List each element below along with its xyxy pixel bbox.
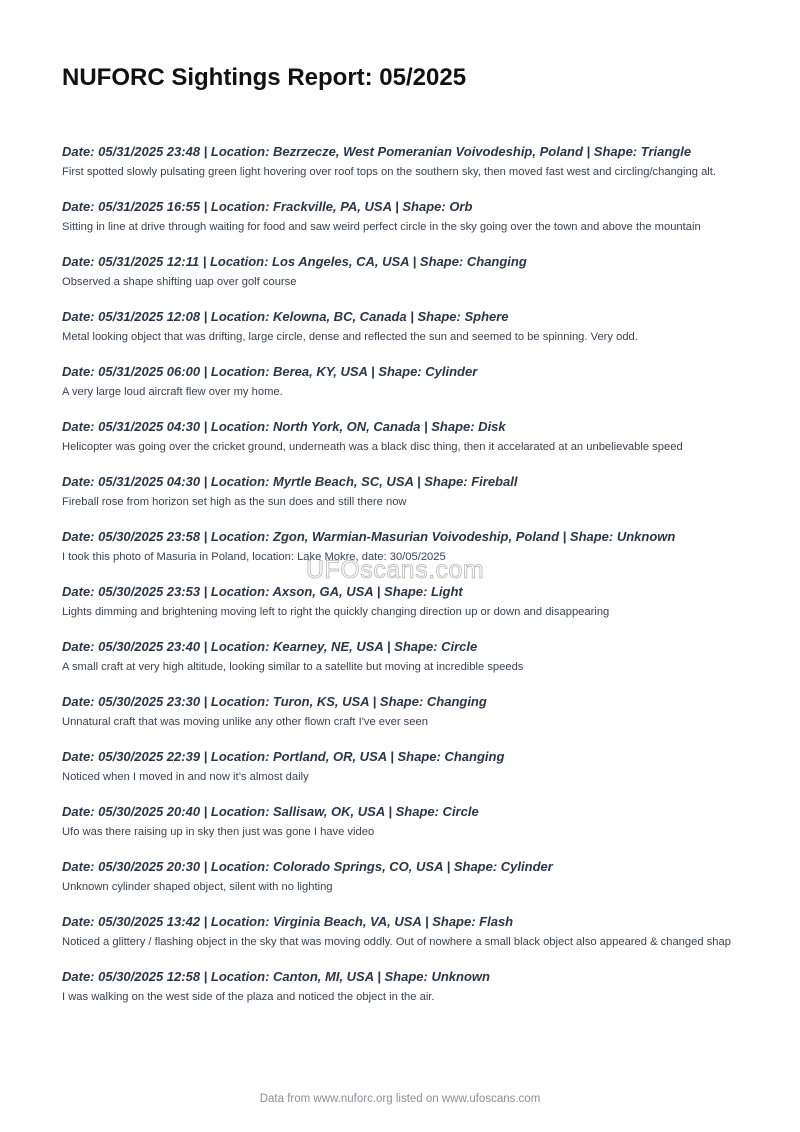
entry-heading: Date: 05/31/2025 06:00 | Location: Berea, KY, USA | Shape: Cylinder	[62, 364, 478, 379]
entry-description: A small craft at very high altitude, looking similar to a satellite but moving at incredible speeds	[62, 661, 524, 673]
entry-description: I took this photo of Masuria in Poland, location: Lake Mokre, date: 30/05/2025	[62, 551, 446, 563]
entry-description: Unknown cylinder shaped object, silent with no lighting	[62, 881, 333, 893]
entry-heading: Date: 05/30/2025 23:53 | Location: Axson, GA, USA | Shape: Light	[62, 584, 463, 599]
list-item	[62, 198, 742, 235]
entry-description: I was walking on the west side of the plaza and noticed the object in the air.	[62, 991, 435, 1003]
entry-heading: Date: 05/30/2025 13:42 | Location: Virginia Beach, VA, USA | Shape: Flash	[62, 914, 514, 929]
footer-source-note: Data from www.nuforc.org listed on www.ufoscans.com	[259, 1093, 541, 1105]
page-title: NUFORC Sightings Report: 05/2025	[62, 64, 467, 91]
entry-description: Metal looking object that was drifting, large circle, dense and reflected the sun and seemed to be spinning. Very odd.	[62, 331, 638, 343]
entry-heading: Date: 05/30/2025 22:39 | Location: Portland, OR, USA | Shape: Changing	[62, 749, 505, 764]
entry-heading: Date: 05/31/2025 12:08 | Location: Kelowna, BC, Canada | Shape: Sphere	[62, 309, 509, 324]
list-item	[62, 968, 742, 1005]
watermark: UFOscans.com	[306, 556, 485, 584]
sightings-list	[62, 143, 742, 1023]
list-item	[62, 803, 742, 840]
list-item	[62, 858, 742, 895]
entry-heading: Date: 05/30/2025 12:58 | Location: Canton, MI, USA | Shape: Unknown	[62, 969, 490, 984]
list-item	[62, 473, 742, 510]
list-item	[62, 418, 742, 455]
entry-heading: Date: 05/31/2025 12:11 | Location: Los Angeles, CA, USA | Shape: Changing	[62, 254, 527, 269]
list-item	[62, 143, 742, 180]
list-item	[62, 363, 742, 400]
entry-heading: Date: 05/30/2025 20:30 | Location: Colorado Springs, CO, USA | Shape: Cylinder	[62, 859, 553, 874]
entry-heading: Date: 05/30/2025 23:58 | Location: Zgon, Warmian-Masurian Voivodeship, Poland | Shape: Unknown	[62, 529, 676, 544]
entry-description: Ufo was there raising up in sky then just was gone I have video	[62, 826, 375, 838]
entry-heading: Date: 05/31/2025 04:30 | Location: Myrtle Beach, SC, USA | Shape: Fireball	[62, 474, 518, 489]
list-item	[62, 748, 742, 785]
entry-heading: Date: 05/31/2025 23:48 | Location: Bezrzecze, West Pomeranian Voivodeship, Poland | Shape: Triangle	[62, 144, 692, 159]
entry-description: Fireball rose from horizon set high as the sun does and still there now	[62, 496, 407, 508]
entry-heading: Date: 05/30/2025 23:30 | Location: Turon, KS, USA | Shape: Changing	[62, 694, 487, 709]
entry-description: Observed a shape shifting uap over golf course	[62, 276, 297, 288]
list-item	[62, 528, 742, 565]
entry-heading: Date: 05/30/2025 23:40 | Location: Kearney, NE, USA | Shape: Circle	[62, 639, 478, 654]
list-item	[62, 308, 742, 345]
list-item	[62, 583, 742, 620]
list-item	[62, 913, 742, 950]
entry-description: Unnatural craft that was moving unlike any other flown craft I've ever seen	[62, 716, 428, 728]
entry-description: Lights dimming and brightening moving left to right the quickly changing direction up or down and disappearing	[62, 606, 610, 618]
entry-description: Noticed when I moved in and now it’s almost daily	[62, 771, 309, 783]
entry-description: Sitting in line at drive through waiting for food and saw weird perfect circle in the sky going over the town and above the mountain	[62, 221, 701, 233]
entry-heading: Date: 05/31/2025 16:55 | Location: Frackville, PA, USA | Shape: Orb	[62, 199, 473, 214]
entry-description: Helicopter was going over the cricket ground, underneath was a black disc thing, then it accelarated at an unbelievable speed	[62, 441, 683, 453]
list-item	[62, 253, 742, 290]
entry-description: First spotted slowly pulsating green light hovering over roof tops on the southern sky, then moved fast west and circling/changing alt.	[62, 166, 716, 178]
list-item	[62, 693, 742, 730]
entry-heading: Date: 05/30/2025 20:40 | Location: Sallisaw, OK, USA | Shape: Circle	[62, 804, 479, 819]
entry-heading: Date: 05/31/2025 04:30 | Location: North York, ON, Canada | Shape: Disk	[62, 419, 506, 434]
list-item	[62, 638, 742, 675]
entry-description: Noticed a glittery / flashing object in the sky that was moving oddly. Out of nowhere a small black object also appeared & changed shap	[62, 936, 731, 948]
entry-description: A very large loud aircraft flew over my home.	[62, 386, 283, 398]
